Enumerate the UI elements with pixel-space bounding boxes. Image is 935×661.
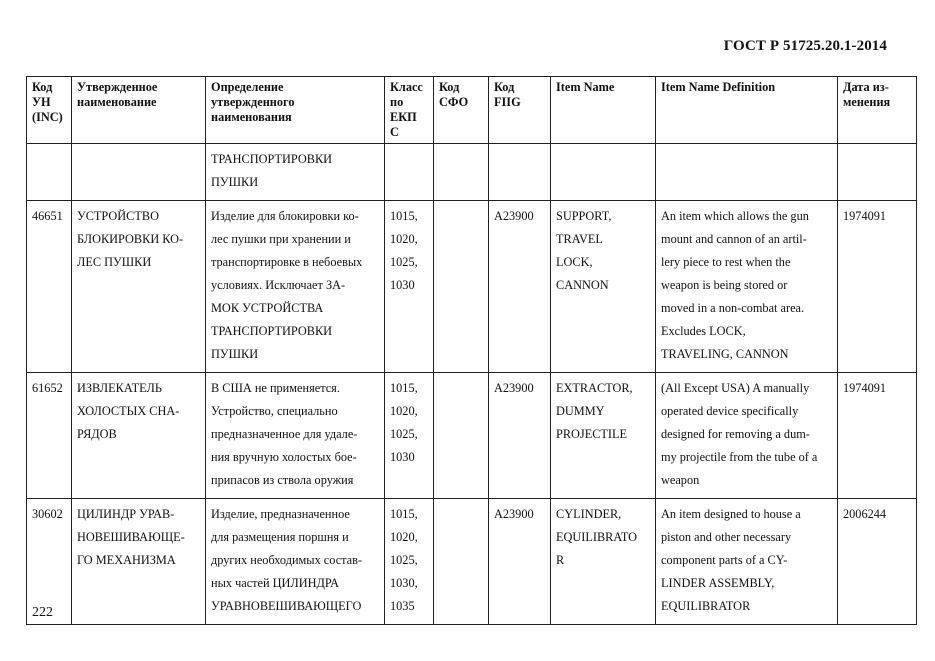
cell-line: 1974091 [843,209,887,223]
sfo-cell [434,201,489,373]
fiig-cell [489,499,551,625]
cell-line: ных частей ЦИЛИНДРА [211,576,340,590]
definition-cell [206,499,385,625]
cell-line: 1015, [390,209,418,223]
cell-line: лес пушки при хранении и [211,232,351,246]
item-def-cell [656,373,838,499]
header-line: С [390,125,399,139]
cell-line: ПУШКИ [211,175,259,189]
header-line: Дата из- [843,80,889,94]
col-fiig-header [489,77,551,144]
cell-line: ПУШКИ [211,347,259,361]
cell-line: designed for removing a dum- [661,427,810,441]
definition-cell [206,201,385,373]
header-line: Класс [390,80,423,94]
cell-line: 1030, [390,576,418,590]
cell-line: Изделие, предназначенное [211,507,350,521]
cell-line: 1025, [390,255,418,269]
fiig-cell [489,373,551,499]
cell-line: EQUILIBRATOR [661,599,751,613]
header-line: ЕКП [390,110,417,124]
sfo-cell [434,144,489,201]
header-line: Утвержденное [77,80,158,94]
cell-line: EXTRACTOR, [556,381,633,395]
cell-line: A23900 [494,381,534,395]
cell-line: припасов из ствола оружия [211,473,354,487]
cell-line: lery piece to rest when the [661,255,791,269]
cell-line: 1025, [390,427,418,441]
col-item-name-header [551,77,656,144]
col-code-header [27,77,72,144]
item-name-cell [551,373,656,499]
cell-line: ГО МЕХАНИЗМА [77,553,176,567]
cell-line: Excludes LOCK, [661,324,746,338]
table-row [27,144,917,201]
cell-line: 1015, [390,507,418,521]
name-cell [72,499,206,625]
table-body [27,144,917,625]
cell-line: условиях. Исключает ЗА- [211,278,346,292]
cell-line: moved in a non-combat area. [661,301,805,315]
table-row [27,201,917,373]
header-line: Код [32,80,53,94]
cell-line: ния вручную холостых бое- [211,450,357,464]
date-cell [838,144,917,201]
header-line: Item Name [556,80,615,94]
cell-line: 46651 [32,209,63,223]
class-cell [385,201,434,373]
cell-line: ТРАНСПОРТИРОВКИ [211,324,333,338]
definition-cell [206,373,385,499]
cell-line: TRAVELING, CANNON [661,347,789,361]
item-def-cell [656,499,838,625]
page-number: 222 [32,605,53,620]
cell-line: УСТРОЙСТВО [77,209,159,223]
item-name-cell [551,499,656,625]
header-line: наименования [211,110,292,124]
fiig-cell [489,144,551,201]
cell-line: SUPPORT, [556,209,612,223]
header-line: Код [494,80,515,94]
cell-line: для размещения поршня и [211,530,349,544]
cell-line: 1015, [390,381,418,395]
col-sfo-header [434,77,489,144]
cell-line: предназначенное для удале- [211,427,358,441]
cell-line: 1020, [390,404,418,418]
cell-line: my projectile from the tube of a [661,450,818,464]
col-class-header [385,77,434,144]
cell-line: EQUILIBRATO [556,530,638,544]
item-names-table [26,76,917,625]
cell-line: CYLINDER, [556,507,622,521]
table-row [27,499,917,625]
cell-line: 1030 [390,450,415,464]
cell-line: LOCK, [556,255,593,269]
document-code: ГОСТ Р 51725.20.1-2014 [723,38,887,54]
header-line: УН [32,95,51,109]
definition-cell [206,144,385,201]
header-line: Определение [211,80,284,94]
sfo-cell [434,499,489,625]
cell-line: 1035 [390,599,415,613]
cell-line: A23900 [494,507,534,521]
cell-line: БЛОКИРОВКИ КО- [77,232,184,246]
header-line: Код [439,80,460,94]
class-cell [385,373,434,499]
col-name-header [72,77,206,144]
header-line: СФО [439,95,469,109]
cell-line: A23900 [494,209,534,223]
cell-line: 30602 [32,507,63,521]
name-cell [72,144,206,201]
cell-line: РЯДОВ [77,427,117,441]
header-line: наименование [77,95,157,109]
sfo-cell [434,373,489,499]
cell-line: 1974091 [843,381,887,395]
code-cell [27,373,72,499]
header-line: (INC) [32,110,63,124]
cell-line: 1030 [390,278,415,292]
cell-line: Устройство, специально [211,404,338,418]
code-cell [27,201,72,373]
cell-line: An item which allows the gun [661,209,809,223]
cell-line: ХОЛОСТЫХ СНА- [77,404,180,418]
cell-line: component parts of a CY- [661,553,788,567]
cell-line: An item designed to house a [661,507,801,521]
cell-line: ЛЕС ПУШКИ [77,255,152,269]
cell-line: piston and other necessary [661,530,792,544]
name-cell [72,201,206,373]
header-line: FIIG [494,95,521,109]
header-line: утвержденного [211,95,295,109]
cell-line: ЦИЛИНДР УРАВ- [77,507,175,521]
cell-line: 1025, [390,553,418,567]
header-line: менения [843,95,891,109]
header-line: Item Name Definition [661,80,776,94]
cell-line: mount and cannon of an artil- [661,232,807,246]
cell-line: DUMMY [556,404,605,418]
fiig-cell [489,201,551,373]
cell-line: operated device specifically [661,404,799,418]
item-def-cell [656,144,838,201]
cell-line: LINDER ASSEMBLY, [661,576,775,590]
cell-line: УРАВНОВЕШИВАЮЩЕГО [211,599,362,613]
code-cell [27,144,72,201]
date-cell [838,201,917,373]
cell-line: транспортировке в небоевых [211,255,363,269]
cell-line: 1020, [390,530,418,544]
cell-line: ИЗВЛЕКАТЕЛЬ [77,381,162,395]
cell-line: 1020, [390,232,418,246]
header-line: по [390,95,404,109]
cell-line: 2006244 [843,507,887,521]
cell-line: МОК УСТРОЙСТВА [211,301,324,315]
cell-line: CANNON [556,278,609,292]
cell-line: Изделие для блокировки ко- [211,209,359,223]
cell-line: (All Except USA) A manually [661,381,810,395]
class-cell [385,144,434,201]
item-def-cell [656,201,838,373]
cell-line: weapon is being stored or [661,278,788,292]
col-item-def-header [656,77,838,144]
cell-line: R [556,553,565,567]
table-header-row [27,77,917,144]
date-cell [838,499,917,625]
col-date-header [838,77,917,144]
cell-line: TRAVEL [556,232,603,246]
item-name-cell [551,144,656,201]
cell-line: В США не применяется. [211,381,340,395]
cell-line: 61652 [32,381,63,395]
name-cell [72,373,206,499]
class-cell [385,499,434,625]
col-definition-header [206,77,385,144]
date-cell [838,373,917,499]
item-name-cell [551,201,656,373]
cell-line: ТРАНСПОРТИРОВКИ [211,152,333,166]
table-row [27,373,917,499]
cell-line: weapon [661,473,700,487]
cell-line: PROJECTILE [556,427,628,441]
cell-line: НОВЕШИВАЮЩЕ- [77,530,185,544]
cell-line: других необходимых состав- [211,553,363,567]
